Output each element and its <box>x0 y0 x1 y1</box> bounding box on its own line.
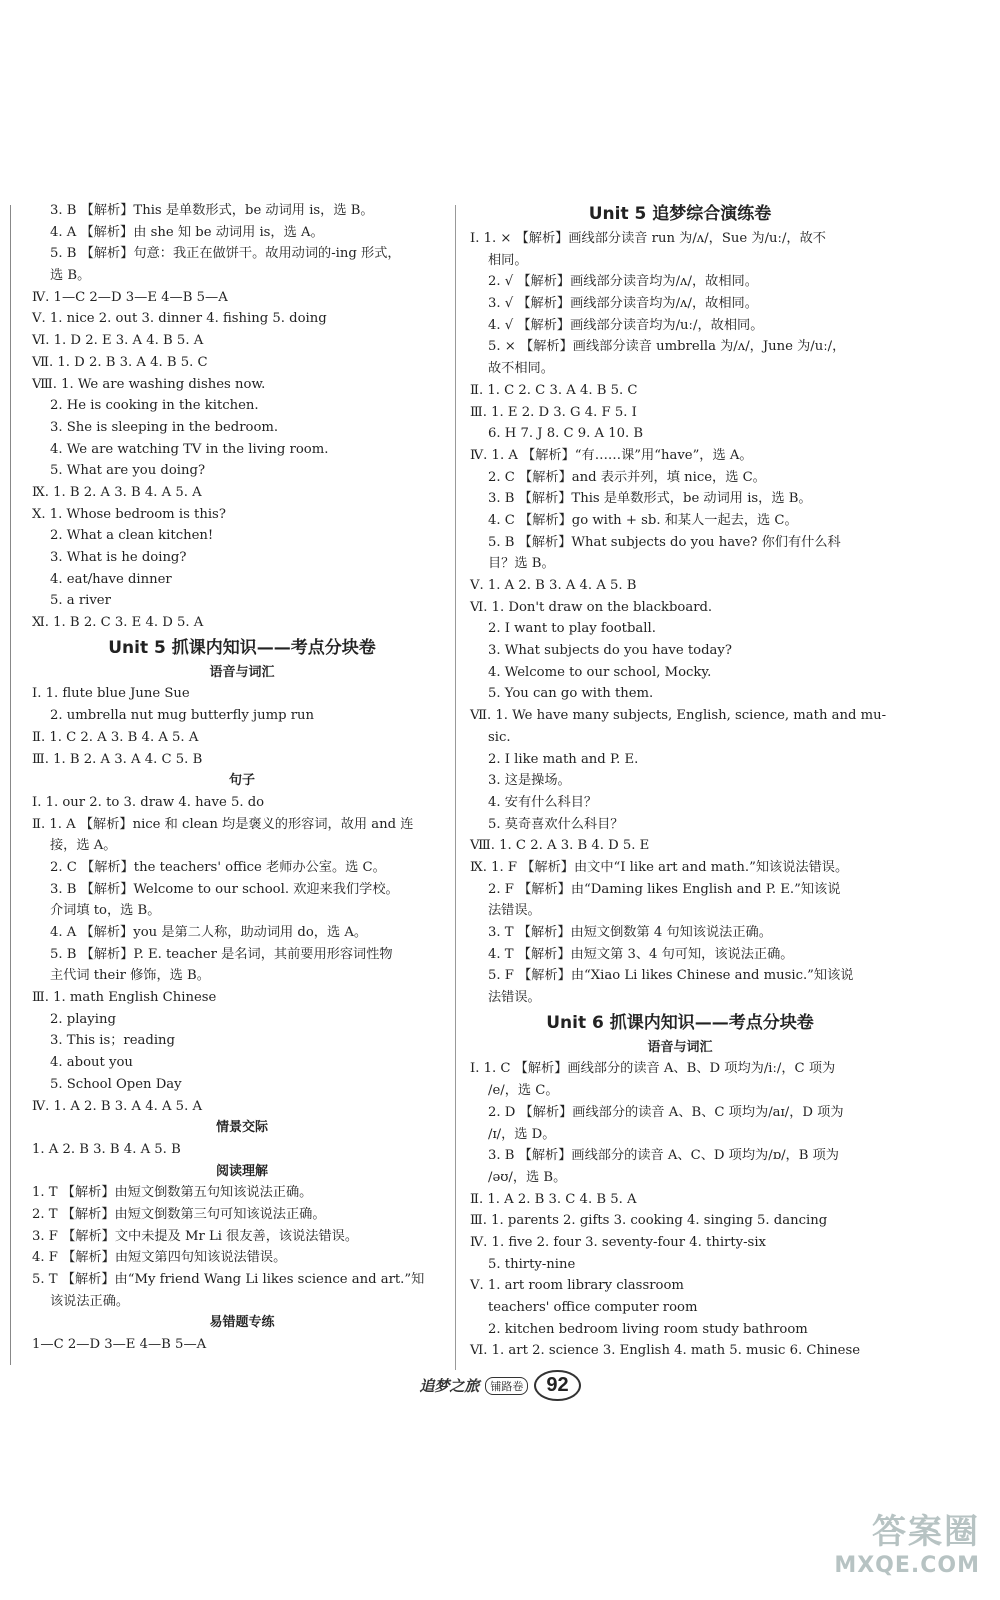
answer-line: 4. A 【解析】you 是第二人称，助动词用 do，选 A。 <box>50 925 368 940</box>
answer-line: 5. You can go with them. <box>488 686 654 702</box>
answer-line: 4. F 【解析】由短文第四句知该说法错误。 <box>32 1250 287 1266</box>
answer-line: 2. I like math and P. E. <box>488 751 639 767</box>
answer-line: Ⅴ. 1. art room library classroom <box>470 1278 684 1294</box>
answer-line: Ⅰ. 1. C 【解析】画线部分的读音 A、B、D 项均为/iː/，C 项为 <box>470 1061 836 1077</box>
answer-line: Ⅲ. 1. E 2. D 3. G 4. F 5. I <box>470 404 637 420</box>
answer-line: 2. F 【解析】由“Daming likes English and P. E.”知该说 <box>488 881 841 897</box>
answer-line: 4. C 【解析】go with + sb. 和某人一起去，选 C。 <box>488 512 798 528</box>
answer-line: 2. kitchen bedroom living room study bathroom <box>488 1321 808 1337</box>
answer-line: Ⅲ. 1. B 2. A 3. A 4. C 5. B <box>32 751 203 767</box>
answer-line: Ⅳ. 1. A 【解析】“有……课”用“have”，选 A。 <box>470 447 753 463</box>
brand-logo: 追梦之旅 <box>419 1377 480 1395</box>
answer-line: 2. D 【解析】画线部分的读音 A、B、C 项均为/aɪ/，D 项为 <box>488 1104 844 1120</box>
answer-line: 3. T 【解析】由短文倒数第 4 句知该说法正确。 <box>488 925 772 940</box>
answer-line: Ⅴ. 1. A 2. B 3. A 4. A 5. B <box>470 578 637 593</box>
answer-line: 相同。 <box>488 252 528 268</box>
answer-line: 2. He is cooking in the kitchen. <box>50 398 259 414</box>
answer-line: 5. T 【解析】由“My friend Wang Li likes science and art.”知 <box>32 1272 425 1287</box>
answer-line: 6. H 7. J 8. C 9. A 10. B <box>488 426 644 442</box>
answer-line: 3. What subjects do you have today? <box>488 643 732 659</box>
answer-line: 3. √ 【解析】画线部分读音均为/ʌ/，故相同。 <box>488 296 758 312</box>
page-footer <box>0 1370 1000 1401</box>
answer-line: Ⅶ. 1. D 2. B 3. A 4. B 5. C <box>32 354 208 370</box>
answer-line: 2. umbrella nut mug butterfly jump run <box>50 708 315 724</box>
answer-line: 4. 安有什么科目？ <box>488 794 598 810</box>
answer-line: 目？选 B。 <box>488 556 555 572</box>
answer-line: 3. She is sleeping in the bedroom. <box>50 419 279 435</box>
answer-line: 法错误。 <box>488 903 541 919</box>
answer-line: 4. eat/have dinner <box>50 571 172 587</box>
answer-line: 3. B 【解析】画线部分的读音 A、C、D 项均为/ɒ/，B 项为 <box>488 1148 839 1164</box>
answer-line: 5. B 【解析】句意：我正在做饼干。故用动词的-ing 形式， <box>50 246 401 262</box>
answer-line: 4. A 【解析】由 she 知 be 动词用 is，选 A。 <box>50 224 324 240</box>
answer-line: Ⅰ. 1. our 2. to 3. draw 4. have 5. do <box>32 794 265 810</box>
answer-line: 4. √ 【解析】画线部分读音均为/uː/，故相同。 <box>488 317 764 333</box>
answer-line: 故不相同。 <box>488 361 554 377</box>
page-number: 92 <box>534 1370 580 1401</box>
answer-line: 该说法正确。 <box>50 1293 130 1309</box>
answer-line: 2. What a clean kitchen! <box>50 528 214 544</box>
answer-line: 2. C 【解析】and 表示并列，填 nice，选 C。 <box>488 469 766 485</box>
answer-line: Ⅱ. 1. C 2. C 3. A 4. B 5. C <box>470 382 638 398</box>
answer-line: Ⅴ. 1. nice 2. out 3. dinner 4. fishing 5. doing <box>32 311 327 327</box>
answer-line: Ⅰ. 1. flute blue June Sue <box>32 686 190 702</box>
answer-line: Ⅹ. 1. Whose bedroom is this? <box>32 506 226 522</box>
answer-line: 接，选 A。 <box>50 838 117 854</box>
answer-line: Ⅰ. 1. × 【解析】画线部分读音 run 为/ʌ/，Sue 为/uː/，故不 <box>470 231 826 246</box>
column-divider <box>455 205 456 1370</box>
answer-line: 2. √ 【解析】画线部分读音均为/ʌ/，故相同。 <box>488 274 758 290</box>
answer-line: 1—C 2—D 3—E 4—B 5—A <box>32 1337 207 1353</box>
answer-line: /ɪ/，选 D。 <box>488 1126 556 1142</box>
answer-line: 5. thirty-nine <box>488 1256 576 1272</box>
answer-line: 5. a river <box>50 593 111 609</box>
watermark-url: MXQE.COM <box>834 1553 980 1578</box>
subsection-title: 易错题专练 <box>209 1315 275 1331</box>
answer-line: 主代词 their 修饰，选 B。 <box>50 968 210 984</box>
answer-line: 5. B 【解析】What subjects do you have? 你们有什么科 <box>488 534 841 550</box>
answer-line: 1. T 【解析】由短文倒数第五句知该说法正确。 <box>32 1185 313 1201</box>
answer-line: Ⅳ. 1—C 2—D 3—E 4—B 5—A <box>32 289 228 305</box>
answer-line: Ⅱ. 1. C 2. A 3. B 4. A 5. A <box>32 729 199 745</box>
answer-line: 3. F 【解析】文中未提及 Mr Li 很友善，该说法错误。 <box>32 1228 359 1244</box>
answer-line: Ⅷ. 1. C 2. A 3. B 4. D 5. E <box>470 838 650 854</box>
answer-line: 选 B。 <box>50 268 91 284</box>
answer-line: /əʊ/，选 B。 <box>488 1169 567 1185</box>
answer-line: Ⅶ. 1. We have many subjects, English, science, math and mu- <box>470 708 887 724</box>
answer-line: 2. I want to play football. <box>488 621 656 637</box>
answer-line: Ⅸ. 1. F 【解析】由文中“I like art and math.”知该说法错误。 <box>470 859 849 875</box>
answer-line: Ⅲ. 1. parents 2. gifts 3. cooking 4. singing 5. dancing <box>470 1213 828 1229</box>
answer-line: 1. A 2. B 3. B 4. A 5. B <box>32 1141 181 1157</box>
answer-line: Ⅸ. 1. B 2. A 3. B 4. A 5. A <box>32 484 202 500</box>
left-column <box>32 200 452 1356</box>
answer-line: 5. 莫奇喜欢什么科目？ <box>488 816 624 832</box>
answer-line: 2. C 【解析】the teachers' office 老师办公室。选 C。 <box>50 859 386 875</box>
answer-line: 3. B 【解析】This 是单数形式，be 动词用 is，选 B。 <box>50 203 374 218</box>
section-title: Unit 5 追梦综合演练卷 <box>588 204 772 224</box>
answer-line: 3. 这是操场。 <box>488 773 571 789</box>
answer-line: 5. What are you doing? <box>50 463 206 479</box>
answer-line: 3. What is he doing? <box>50 550 187 565</box>
brand-tag: 铺路卷 <box>485 1377 528 1395</box>
answer-line: Ⅱ. 1. A 2. B 3. C 4. B 5. A <box>470 1191 637 1207</box>
answer-line: Ⅵ. 1. D 2. E 3. A 4. B 5. A <box>32 333 204 349</box>
watermark <box>834 1504 980 1578</box>
answer-line: Ⅵ. 1. art 2. science 3. English 4. math 5. music 6. Chinese <box>470 1343 861 1359</box>
answer-line: 3. This is；reading <box>50 1033 175 1049</box>
answer-line: Ⅵ. 1. Don't draw on the blackboard. <box>470 599 713 615</box>
subsection-title: 语音与词汇 <box>647 1039 713 1055</box>
answer-line: 5. × 【解析】画线部分读音 umbrella 为/ʌ/，June 为/uː/， <box>488 339 846 355</box>
answer-line: 法错误。 <box>488 990 541 1006</box>
subsection-title: 阅读理解 <box>215 1163 268 1179</box>
answer-line: Ⅱ. 1. A 【解析】nice 和 clean 均是褒义的形容词，故用 and 连 <box>32 816 414 832</box>
answer-line: teachers' office computer room <box>488 1300 698 1315</box>
left-margin-rule <box>10 205 11 1365</box>
answer-line: 5. F 【解析】由“Xiao Li likes Chinese and music.”知该说 <box>488 968 854 984</box>
answer-line: Ⅳ. 1. A 2. B 3. A 4. A 5. A <box>32 1098 202 1114</box>
answer-line: Ⅲ. 1. math English Chinese <box>32 990 217 1006</box>
answer-line: 4. We are watching TV in the living room. <box>50 441 329 457</box>
section-title: Unit 5 抓课内知识——考点分块卷 <box>108 637 376 658</box>
answer-line: 5. B 【解析】P. E. teacher 是名词，其前要用形容词性物 <box>50 946 393 962</box>
subsection-title: 语音与词汇 <box>209 664 275 680</box>
answer-line: Ⅳ. 1. five 2. four 3. seventy-four 4. thirty-six <box>470 1234 766 1250</box>
right-column <box>470 200 890 1362</box>
watermark-text: 答案圈 <box>872 1512 980 1552</box>
answer-line: 5. School Open Day <box>50 1076 182 1092</box>
subsection-title: 句子 <box>228 773 255 789</box>
section-title: Unit 6 抓课内知识——考点分块卷 <box>546 1012 814 1033</box>
answer-line: /e/，选 C。 <box>488 1083 559 1099</box>
answer-line: Ⅺ. 1. B 2. C 3. E 4. D 5. A <box>32 615 204 631</box>
answer-line: 2. playing <box>50 1011 116 1027</box>
answer-line: 4. about you <box>50 1055 133 1071</box>
answer-line: Ⅷ. 1. We are washing dishes now. <box>32 376 266 392</box>
answer-line: 4. T 【解析】由短文第 3、4 句可知，该说法正确。 <box>488 946 794 962</box>
answer-line: 4. Welcome to our school, Mocky. <box>488 664 712 680</box>
answer-line: sic. <box>488 729 511 745</box>
answer-line: 3. B 【解析】This 是单数形式，be 动词用 is，选 B。 <box>488 491 812 507</box>
subsection-title: 情景交际 <box>215 1120 268 1136</box>
answer-line: 介词填 to，选 B。 <box>50 903 161 919</box>
answer-line: 2. T 【解析】由短文倒数第三句可知该说法正确。 <box>32 1206 326 1222</box>
answer-line: 3. B 【解析】Welcome to our school. 欢迎来我们学校。 <box>50 881 399 897</box>
